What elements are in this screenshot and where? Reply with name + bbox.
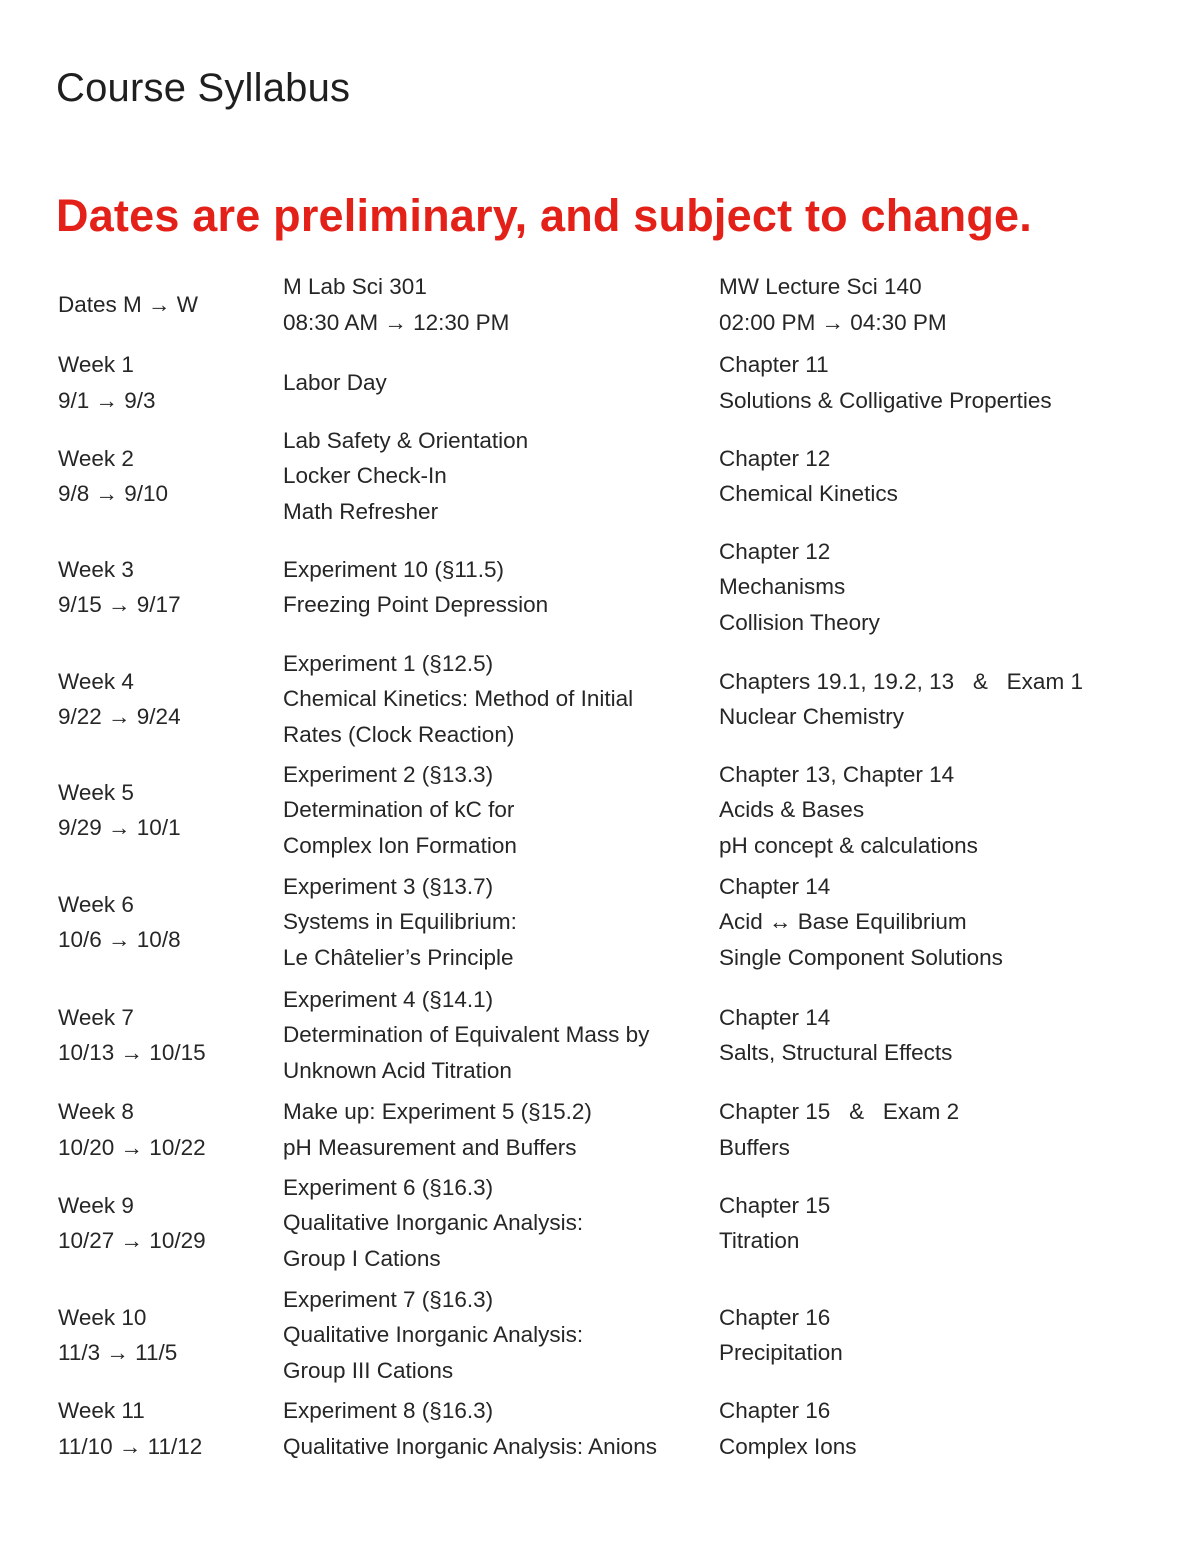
preliminary-notice: Dates are preliminary, and subject to change. xyxy=(56,190,1032,241)
lecture-topic: Chapter 11 Solutions & Colligative Properties xyxy=(719,352,1052,413)
lab-activity: Labor Day xyxy=(283,369,387,395)
week-dates: Week 10 11/3 → 11/5 xyxy=(58,1304,178,1365)
lab-activity: Experiment 3 (§13.7) Systems in Equilibrium: Le Châtelier’s Principle xyxy=(283,873,517,970)
week-dates: Week 2 9/8 → 9/10 xyxy=(58,445,169,506)
lecture-topic: Chapter 14 Salts, Structural Effects xyxy=(719,1004,953,1065)
table-row xyxy=(58,1094,1158,1165)
lecture-topic: Chapter 12 Mechanisms Collision Theory xyxy=(719,538,880,635)
lecture-topic: Chapter 14 Acid ↔ Base Equilibrium Single Component Solutions xyxy=(719,873,1003,970)
table-row xyxy=(58,1282,1158,1388)
week-dates: Week 1 9/1 → 9/3 xyxy=(58,352,156,413)
lecture-topic: Chapter 15 & Exam 2 Buffers xyxy=(719,1099,960,1160)
week-dates: Week 6 10/6 → 10/8 xyxy=(58,891,181,952)
lecture-topic: Chapter 16 Precipitation xyxy=(719,1304,843,1365)
table-row xyxy=(58,982,1158,1088)
lab-activity: Make up: Experiment 5 (§15.2) pH Measurement and Buffers xyxy=(283,1099,592,1160)
lecture-topic: Chapter 13, Chapter 14 Acids & Bases pH concept & calculations xyxy=(719,761,978,858)
week-dates: Week 3 9/15 → 9/17 xyxy=(58,556,181,617)
table-row xyxy=(58,423,1158,529)
lab-activity: Experiment 4 (§14.1) Determination of Equivalent Mass by Unknown Acid Titration xyxy=(283,986,650,1083)
lab-activity: Experiment 7 (§16.3) Qualitative Inorganic Analysis: Group III Cations xyxy=(283,1286,584,1383)
table-row xyxy=(58,646,1158,752)
lab-activity: Experiment 2 (§13.3) Determination of kC for Complex Ion Formation xyxy=(283,761,517,858)
lecture-topic: Chapter 16 Complex Ions xyxy=(719,1398,857,1459)
page-title: Course Syllabus xyxy=(56,66,351,110)
week-dates: Week 5 9/29 → 10/1 xyxy=(58,779,181,840)
lecture-column-header: MW Lecture Sci 140 02:00 PM → 04:30 PM xyxy=(719,274,947,335)
week-dates: Week 7 10/13 → 10/15 xyxy=(58,1004,206,1065)
lab-activity: Experiment 6 (§16.3) Qualitative Inorganic Analysis: Group I Cations xyxy=(283,1174,584,1271)
lab-activity: Experiment 1 (§12.5) Chemical Kinetics: Method of Initial Rates (Clock Reaction) xyxy=(283,650,634,747)
lab-activity: Experiment 8 (§16.3) Qualitative Inorganic Analysis: Anions xyxy=(283,1398,657,1459)
header-row xyxy=(58,269,1158,340)
lab-activity: Experiment 10 (§11.5) Freezing Point Depression xyxy=(283,556,549,617)
lecture-topic: Chapter 12 Chemical Kinetics xyxy=(719,445,898,506)
lab-activity: Lab Safety & Orientation Locker Check-In Math Refresher xyxy=(283,427,529,524)
table-row xyxy=(58,869,1158,975)
week-dates: Week 4 9/22 → 9/24 xyxy=(58,668,181,729)
lab-column-header: M Lab Sci 301 08:30 AM → 12:30 PM xyxy=(283,274,510,335)
week-dates: Week 8 10/20 → 10/22 xyxy=(58,1099,206,1160)
table-row xyxy=(58,757,1158,863)
dates-column-header: Dates M → W xyxy=(58,291,199,317)
lecture-topic: Chapters 19.1, 19.2, 13 & Exam 1 Nuclear Chemistry xyxy=(719,668,1083,729)
table-row xyxy=(58,347,1158,418)
table-row xyxy=(58,534,1158,640)
table-row xyxy=(58,1170,1158,1276)
table-row xyxy=(58,1393,1158,1464)
week-dates: Week 9 10/27 → 10/29 xyxy=(58,1192,206,1253)
lecture-topic: Chapter 15 Titration xyxy=(719,1192,831,1253)
week-dates: Week 11 11/10 → 11/12 xyxy=(58,1398,203,1459)
